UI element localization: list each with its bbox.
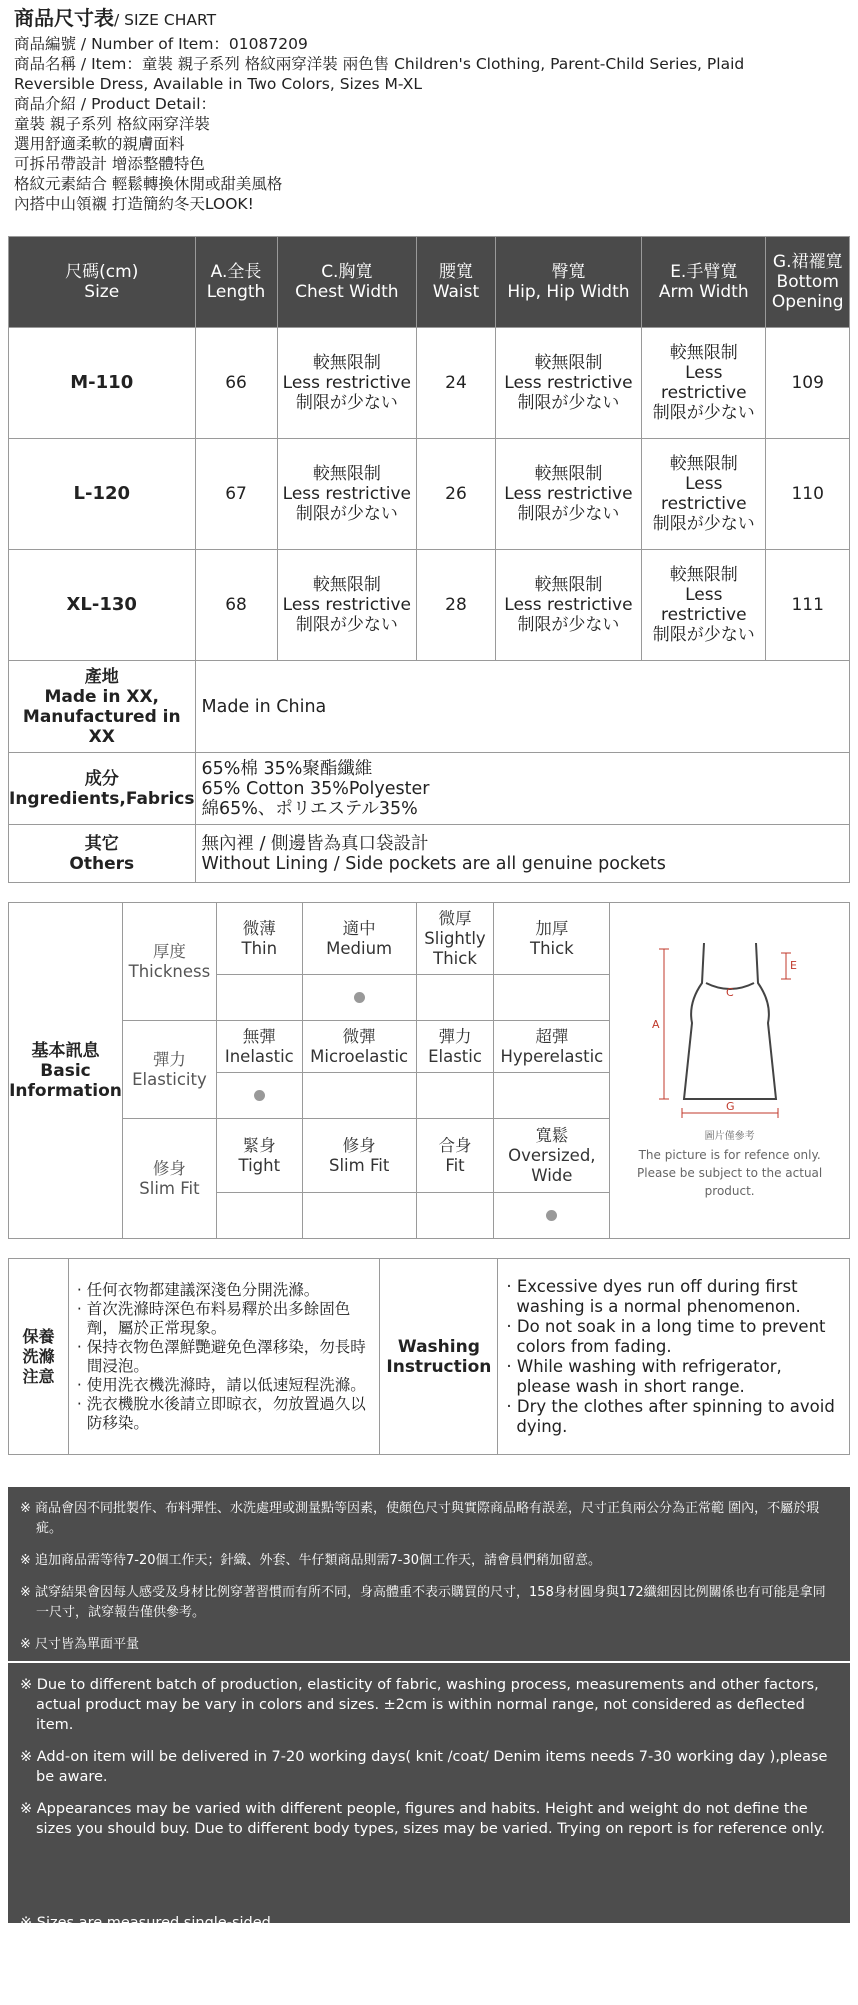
elasticity-slot [216, 1073, 302, 1119]
thickness-option: 微薄 Thin [216, 903, 302, 975]
dress-diagram [630, 903, 830, 1128]
basic-info-table [8, 902, 850, 1239]
thickness-label: 厚度 Thickness [122, 903, 216, 1021]
col-hip: 臀寬 Hip, Hip Width [495, 237, 641, 328]
col-waist: 腰寬 Waist [417, 237, 496, 328]
fit-slot [494, 1193, 610, 1239]
diagram-caption: 圖片僅參考 The picture is for refence only. Please be subject to the actual product. [637, 1131, 823, 1198]
page-title [14, 8, 844, 30]
note: ※ Appearances may be varied with different people, figures and habits. Height and weight do not define the sizes you should buy. Due to different body types, sizes may be varied. Trying on report is for reference only. [20, 1801, 825, 1837]
product-detail-line: 童裝 親子系列 格紋兩穿洋裝 [14, 115, 210, 133]
product-detail-line: 可拆吊帶設計 增添整體特色 [14, 155, 205, 173]
care-label-en: Washing Instruction [380, 1259, 498, 1455]
care-table [8, 1258, 850, 1455]
fit-option: 寬鬆 Oversized, Wide [494, 1119, 610, 1193]
arm-cell: 較無限制 Less restrictive 制限が少ない [642, 550, 766, 661]
size-cell: XL-130 [9, 550, 196, 661]
col-size: 尺碼(cm) Size [9, 237, 196, 328]
fabric-row [9, 753, 850, 825]
title-main: 商品尺寸表 [14, 6, 114, 30]
elasticity-option: 無彈 Inelastic [216, 1021, 302, 1073]
fit-slot [416, 1193, 494, 1239]
length-cell: 66 [195, 328, 277, 439]
note: ※ Sizes are measured single-sided. [20, 1915, 276, 1931]
waist-cell: 28 [417, 550, 496, 661]
list-item: · Dry the clothes after spinning to avoid dying. [506, 1396, 835, 1436]
care-list-cn [68, 1259, 380, 1455]
col-chest: C.胸寬 Chest Width [277, 237, 417, 328]
origin-row [9, 661, 850, 753]
waist-cell: 26 [417, 439, 496, 550]
fit-option: 緊身 Tight [216, 1119, 302, 1193]
col-bottom: G.裙襬寬 Bottom Opening [766, 237, 850, 328]
product-detail-line: 格紋元素結合 輕鬆轉換休閒或甜美風格 [14, 175, 283, 193]
diagram-letter: C [725, 986, 734, 999]
product-detail-line: 內搭中山領襯 打造簡約冬天LOOK! [14, 195, 254, 213]
elasticity-option: 超彈 Hyperelastic [494, 1021, 610, 1073]
thickness-slot [416, 975, 494, 1021]
size-table [8, 236, 850, 883]
selected-dot [254, 1090, 265, 1101]
elasticity-slot [302, 1073, 416, 1119]
selected-dot [546, 1210, 557, 1221]
care-label-cn: 保養 洗滌 注意 [9, 1259, 69, 1455]
item-name-cont: Reversible Dress, Available in Two Colors, Sizes M-XL [14, 75, 422, 93]
fit-option: 修身 Slim Fit [302, 1119, 416, 1193]
thickness-option: 加厚 Thick [494, 903, 610, 975]
item-name: 商品名稱 / Item：童裝 親子系列 格紋兩穿洋裝 兩色售 Children's Clothing, Parent-Child Series, Plaid [14, 55, 745, 73]
size-chart-header [14, 8, 844, 214]
fabric-value: 65%棉 35%聚酯纖維 65% Cotton 35%Polyester 綿65%、ポリエステル35% [195, 753, 849, 825]
bottom-cell: 110 [766, 439, 850, 550]
fit-label: 修身 Slim Fit [122, 1119, 216, 1239]
fabric-label: 成分 Ingredients,Fabrics [9, 753, 196, 825]
length-cell: 67 [195, 439, 277, 550]
col-length: A.全長 Length [195, 237, 277, 328]
note: ※ 追加商品需等待7-20個工作天；針織、外套、牛仔類商品則需7-30個工作天，請會員們稍加留意。 [20, 1553, 602, 1568]
note: ※ 尺寸皆為單面平量 [20, 1637, 140, 1652]
size-cell: M-110 [9, 328, 196, 439]
note: ※ Add-on item will be delivered in 7-20 working days( knit /coat/ Denim items needs 7-30 working day ),please be aware. [20, 1749, 828, 1785]
bottom-cell: 109 [766, 328, 850, 439]
product-detail-label: 商品介紹 / Product Detail： [14, 95, 217, 113]
list-item: · Do not soak in a long time to prevent colors from fading. [506, 1316, 826, 1356]
hip-cell: 較無限制 Less restrictive 制限が少ない [495, 439, 641, 550]
elasticity-option: 彈力 Elastic [416, 1021, 494, 1073]
thickness-slot [302, 975, 416, 1021]
col-arm: E.手臂寬 Arm Width [642, 237, 766, 328]
thickness-option: 適中 Medium [302, 903, 416, 975]
elasticity-slot [416, 1073, 494, 1119]
chest-cell: 較無限制 Less restrictive 制限が少ない [277, 439, 417, 550]
others-row [9, 825, 850, 883]
elasticity-slot [494, 1073, 610, 1119]
length-cell: 68 [195, 550, 277, 661]
waist-cell: 24 [417, 328, 496, 439]
list-item: · 洗衣機脫水後請立即晾衣，勿放置過久以防移染。 [76, 1394, 366, 1432]
title-sub: / SIZE CHART [114, 11, 217, 29]
size-cell: L-120 [9, 439, 196, 550]
list-item: · 保持衣物色澤鮮艷避免色澤移染，勿長時間浸泡。 [76, 1337, 366, 1375]
hip-cell: 較無限制 Less restrictive 制限が少ない [495, 550, 641, 661]
notes-english [8, 1663, 850, 1931]
size-table-header [9, 237, 850, 328]
note: ※ 商品會因不同批製作、布料彈性、水洗處理或測量點等因素，使顏色尺寸與實際商品略有誤差，尺寸正負兩公分為正常範 圍內，不屬於瑕疵。 [20, 1501, 820, 1536]
item-number: 商品編號 / Number of Item：01087209 [14, 35, 308, 53]
hip-cell: 較無限制 Less restrictive 制限が少ない [495, 328, 641, 439]
elasticity-label: 彈力 Elasticity [122, 1021, 216, 1119]
basic-info-label: 基本訊息 Basic Information [9, 903, 123, 1239]
note: ※ 試穿結果會因每人感受及身材比例穿著習慣而有所不同，身高體重不表示購買的尺寸，158身材圓身與172纖細因比例關係也有可能是拿同一尺寸，試穿報告僅供參考。 [20, 1585, 826, 1620]
list-item: · 任何衣物都建議深淺色分開洗滌。 [76, 1280, 320, 1299]
thickness-slot [216, 975, 302, 1021]
elasticity-option: 微彈 Microelastic [302, 1021, 416, 1073]
list-item: · 使用洗衣機洗滌時，請以低速短程洗滌。 [76, 1375, 366, 1394]
fit-slot [302, 1193, 416, 1239]
table-row [9, 328, 850, 439]
arm-cell: 較無限制 Less restrictive 制限が少ない [642, 328, 766, 439]
diagram-letter: E [789, 959, 797, 972]
fit-slot [216, 1193, 302, 1239]
others-label: 其它 Others [9, 825, 196, 883]
product-detail-line: 選用舒適柔軟的親膚面料 [14, 135, 185, 153]
origin-value: Made in China [195, 661, 849, 753]
care-list-en [498, 1259, 850, 1455]
chest-cell: 較無限制 Less restrictive 制限が少ない [277, 550, 417, 661]
diagram-letter: G [725, 1100, 735, 1113]
garment-diagram-cell [610, 903, 850, 1239]
notes-chinese [8, 1487, 850, 1661]
list-item: · 首次洗滌時深色布料易釋於出多餘固色劑，屬於正常現象。 [76, 1299, 351, 1337]
arm-cell: 較無限制 Less restrictive 制限が少ない [642, 439, 766, 550]
origin-label: 產地 Made in XX, Manufactured in XX [9, 661, 196, 753]
thickness-option: 微厚 Slightly Thick [416, 903, 494, 975]
list-item: · While washing with refrigerator, please wash in short range. [506, 1356, 782, 1396]
bottom-cell: 111 [766, 550, 850, 661]
diagram-letter: A [651, 1018, 660, 1031]
fit-option: 合身 Fit [416, 1119, 494, 1193]
selected-dot [354, 992, 365, 1003]
list-item: · Excessive dyes run off during first washing is a normal phenomenon. [506, 1276, 801, 1316]
thickness-slot [494, 975, 610, 1021]
others-value: 無內裡 / 側邊皆為真口袋設計 Without Lining / Side pockets are all genuine pockets [195, 825, 849, 883]
note: ※ Due to different batch of production, elasticity of fabric, washing process, measurements and other factors, actual product may be vary in colors and sizes. ±2cm is within normal range, not considered as deflected item. [20, 1677, 819, 1733]
chest-cell: 較無限制 Less restrictive 制限が少ない [277, 328, 417, 439]
table-row [9, 439, 850, 550]
table-row [9, 550, 850, 661]
